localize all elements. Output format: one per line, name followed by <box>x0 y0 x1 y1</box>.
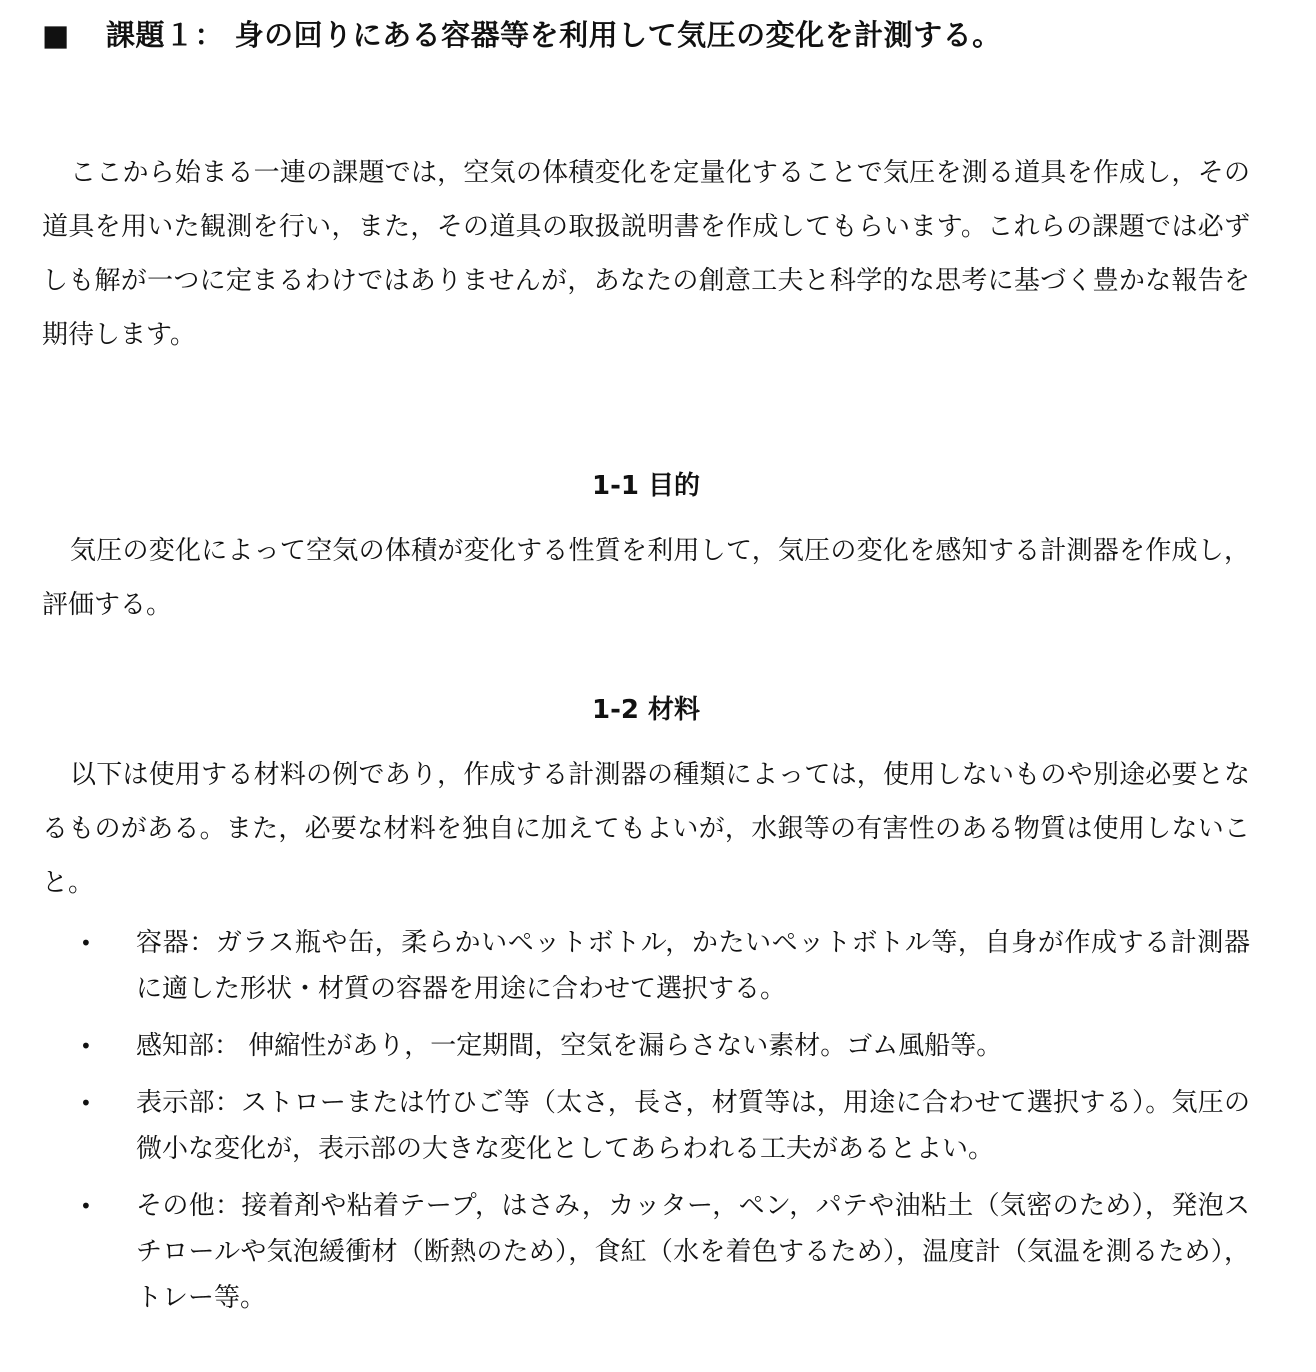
square-bullet-icon: ■ <box>42 18 70 52</box>
list-item-text: その他：接着剤や粘着テープ，はさみ，カッター，ペン，パテや油粘土（気密のため），発泡スチロールや気泡緩衝材（断熱のため），食紅（水を着色するため），温度計（気温を測るため），トレー等。 <box>136 1191 1250 1313</box>
list-item-text: 表示部：ストローまたは竹ひご等（太さ，長さ，材質等は，用途に合わせて選択する）。気圧の微小な変化が，表示部の大きな変化としてあらわれる工夫があるとよい。 <box>136 1088 1250 1164</box>
list-item <box>42 1080 1250 1172</box>
assignment-title-text: 課題１： 身の回りにある容器等を利用して気圧の変化を計測する。 <box>106 18 1002 52</box>
intro-paragraph: ここから始まる一連の課題では，空気の体積変化を定量化することで気圧を測る道具を作成し，その道具を用いた観測を行い，また，その道具の取扱説明書を作成してもらいます。これらの課題では必ずしも解が一つに定まるわけではありませんが，あなたの創意工夫と科学的な思考に基づく豊かな報告を期待します。 <box>42 158 1250 350</box>
materials-paragraph: 以下は使用する材料の例であり，作成する計測器の種類によっては，使用しないものや別途必要となるものがある。また，必要な材料を独自に加えてもよいが，水銀等の有害性のある物質は使用しないこと。 <box>42 760 1250 898</box>
purpose-paragraph: 気圧の変化によって空気の体積が変化する性質を利用して，気圧の変化を感知する計測器を作成し，評価する。 <box>42 536 1250 620</box>
bullet-dot-icon: • <box>80 1091 92 1115</box>
bullet-dot-icon: • <box>80 1034 92 1058</box>
section-heading-purpose: 1-1 目的 <box>591 471 701 501</box>
bullet-dot-icon: • <box>80 1194 92 1218</box>
materials-list <box>42 920 1250 1332</box>
list-item <box>42 920 1250 1012</box>
list-item <box>42 1183 1250 1321</box>
list-item-text: 容器：ガラス瓶や缶，柔らかいペットボトル，かたいペットボトル等，自身が作成する計測器に適した形状・材質の容器を用途に合わせて選択する。 <box>136 928 1250 1004</box>
section-heading-materials: 1-2 材料 <box>591 695 701 725</box>
assignment-title <box>42 14 1002 56</box>
list-item-text: 感知部： 伸縮性があり，一定期間，空気を漏らさない素材。ゴム風船等。 <box>136 1031 1003 1061</box>
list-item <box>42 1023 1250 1069</box>
bullet-dot-icon: • <box>80 931 92 955</box>
